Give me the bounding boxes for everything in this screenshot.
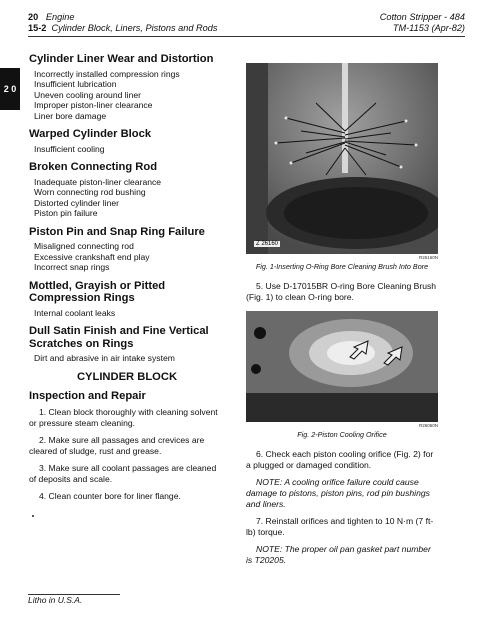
section-heading: Broken Connecting Rod	[29, 161, 158, 173]
cause-list	[34, 69, 225, 122]
page-header-left	[28, 12, 217, 34]
procedure-step: 2. Make sure all passages and crevices are cleared of sludge, rust and grease.	[29, 435, 205, 456]
procedure-step: 3. Make sure all coolant passages are cleaned of deposits and scale.	[29, 463, 217, 484]
section-tab: 2 0	[0, 68, 20, 110]
figure-ref: R26060N	[418, 423, 438, 428]
section-heading: Piston Pin and Snap Ring Failure	[29, 225, 205, 238]
page-number: 15-2	[28, 23, 47, 33]
chapter-number: 20	[28, 12, 39, 22]
photo-stamp: Z 26160	[256, 241, 279, 247]
note-text: NOTE: A cooling orifice failure could cause damage to pistons, piston pins, rod pin bushings and liners.	[246, 477, 430, 509]
machine-title: Cotton Stripper - 484	[379, 12, 465, 22]
brush-photo	[246, 63, 438, 254]
cause-list	[34, 177, 225, 219]
list-item: Dirt and abrasive in air intake system	[34, 353, 175, 363]
orifice-photo	[246, 311, 438, 422]
list-item: Excessive crankshaft end play	[34, 251, 150, 262]
section-title: Cylinder Block, Liners, Pistons and Rods	[51, 23, 218, 33]
orifice-illustration	[246, 311, 438, 422]
section-heading: Inspection and Repair	[29, 389, 146, 402]
section-heading: Dull Satin Finish and Fine Vertical Scratches on Rings	[29, 325, 209, 350]
list-item: Insufficient cooling	[34, 143, 105, 154]
cause-list	[34, 241, 225, 273]
manual-number: TM-1153 (Apr-82)	[392, 23, 465, 33]
procedure-step: 4. Clean counter bore for liner flange.	[39, 491, 181, 501]
procedure-step: 7. Reinstall orifices and tighten to 10 N·m (7 ft-lb) torque.	[246, 516, 434, 537]
procedure-step: 6. Check each piston cooling orifice (Fig. 2) for a plugged or damaged condition.	[246, 449, 434, 470]
note-text: NOTE: The proper oil pan gasket part number is T20205.	[246, 544, 431, 565]
header-divider	[28, 36, 465, 37]
left-column	[29, 53, 225, 502]
list-item: Uneven cooling around liner	[34, 89, 142, 100]
footer-imprint: Litho in U.S.A.	[28, 595, 83, 605]
procedure-step: 5. Use D-17015BR O-ring Bore Cleaning Brush (Fig. 1) to clean O-ring bore.	[246, 281, 437, 302]
block-heading: CYLINDER BLOCK	[76, 370, 178, 383]
list-item: Inadequate piston-liner clearance	[34, 176, 162, 187]
list-item: Incorrectly installed compression rings	[34, 68, 180, 79]
list-item: Worn connecting rod bushing	[34, 187, 146, 197]
list-item: Misaligned connecting rod	[34, 241, 134, 251]
section-heading: Cylinder Liner Wear and Distortion	[29, 53, 214, 65]
figure-caption: Fig. 2-Piston Cooling Orifice	[297, 430, 387, 439]
figure-ref: R26160N	[418, 255, 438, 260]
section-heading: Mottled, Grayish or Pitted Compression Rings	[29, 279, 166, 304]
procedure-step: 1. Clean block thoroughly with cleaning solvent or pressure steam cleaning.	[29, 407, 218, 428]
list-item: Incorrect snap rings	[34, 262, 110, 272]
cause-list	[34, 144, 225, 155]
cause-list	[34, 308, 225, 319]
section-heading: Warped Cylinder Block	[29, 128, 152, 140]
cause-list	[34, 353, 225, 364]
list-item: Insufficient lubrication	[34, 79, 117, 89]
figure-caption: Fig. 1-Inserting O-Ring Bore Cleaning Brush Into Bore	[255, 262, 429, 271]
list-item: Improper piston-liner clearance	[34, 100, 153, 110]
list-item: Internal coolant leaks	[34, 307, 116, 318]
list-item: Distorted cylinder liner	[34, 197, 120, 208]
list-item: Liner bore damage	[34, 110, 107, 121]
brush-illustration	[246, 63, 438, 254]
right-column	[246, 63, 438, 566]
list-item: Piston pin failure	[34, 208, 98, 218]
chapter-title: Engine	[45, 12, 75, 22]
page-header-right	[380, 12, 465, 34]
speck	[32, 515, 34, 517]
